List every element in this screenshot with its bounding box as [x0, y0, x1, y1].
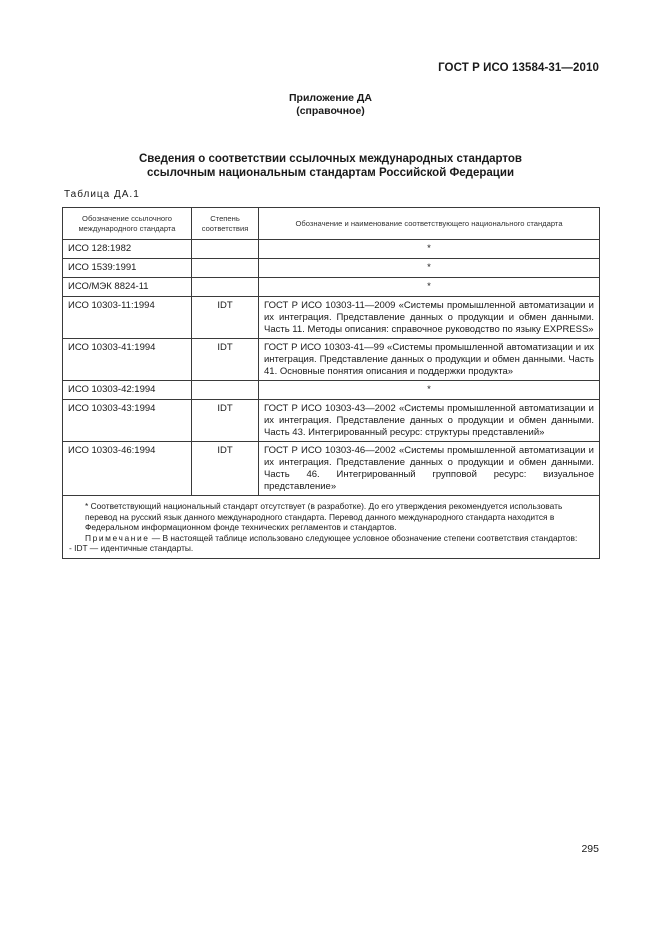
national-standard-cell: *	[259, 278, 600, 297]
ref-standard-cell: ИСО/МЭК 8824-11	[63, 278, 192, 297]
table-row	[63, 297, 600, 339]
section-heading	[0, 152, 661, 180]
column-header-ref: Обозначение ссылочного международного стандарта	[63, 208, 192, 240]
ref-standard-cell: ИСО 10303-46:1994	[63, 442, 192, 496]
table-row	[63, 442, 600, 496]
page-number: 295	[581, 843, 599, 855]
correspondence-table	[62, 207, 600, 559]
national-standard-cell: *	[259, 259, 600, 278]
table-caption: Таблица ДА.1	[64, 189, 140, 200]
degree-cell	[192, 259, 259, 278]
ref-standard-cell: ИСО 10303-43:1994	[63, 400, 192, 442]
note-label: Примечание	[85, 532, 150, 543]
national-standard-cell: *	[259, 381, 600, 400]
note-text: — В настоящей таблице использовано следующее условное обозначение степени соответствия стандартов:	[149, 532, 578, 543]
table-row	[63, 259, 600, 278]
table-notes	[63, 496, 600, 559]
degree-cell: IDT	[192, 297, 259, 339]
idt-definition: - IDT — идентичные стандарты.	[69, 543, 194, 554]
degree-cell: IDT	[192, 400, 259, 442]
national-standard-cell: ГОСТ Р ИСО 10303-43—2002 «Системы промышленной автоматизации и их интеграция. Представление данных о продукции и обмен данными. Часть 43. Интегрированный ресурс: структуры представлений»	[259, 400, 600, 442]
table-row	[63, 381, 600, 400]
degree-cell: IDT	[192, 442, 259, 496]
footnote-text: * Соответствующий национальный стандарт отсутствует (в разработке). До его утверждения рекомендуется использовать перевод на русский язык данного международного стандарта. Перевод данного международного стандарта находится в Федеральном информационном фонде технических регламентов и стандартов.	[85, 501, 563, 533]
table-header-row	[63, 208, 600, 240]
table-notes-row	[63, 496, 600, 559]
ref-standard-cell: ИСО 10303-41:1994	[63, 339, 192, 381]
national-standard-cell: *	[259, 240, 600, 259]
degree-cell	[192, 278, 259, 297]
appendix-subtitle: (справочное)	[296, 105, 365, 117]
national-standard-cell: ГОСТ Р ИСО 10303-46—2002 «Системы промышленной автоматизации и их интеграция. Представление данных о продукции и обмен данными. Часть 46. Интегрированный групповой ресурс: визуальное представление»	[259, 442, 600, 496]
table-row	[63, 278, 600, 297]
table-row	[63, 339, 600, 381]
ref-standard-cell: ИСО 10303-42:1994	[63, 381, 192, 400]
table-row	[63, 240, 600, 259]
appendix-title: Приложение ДА	[289, 92, 372, 104]
national-standard-cell: ГОСТ Р ИСО 10303-41—99 «Системы промышленной автоматизации и их интеграция. Представление данных о продукции и обмен данными. Часть 41. Основные понятия описания и поддержки продукта»	[259, 339, 600, 381]
ref-standard-cell: ИСО 128:1982	[63, 240, 192, 259]
degree-cell: IDT	[192, 339, 259, 381]
appendix-block	[0, 92, 661, 118]
table-row	[63, 400, 600, 442]
heading-line-2: ссылочным национальным стандартам Российской Федерации	[146, 167, 515, 179]
standard-id: ГОСТ Р ИСО 13584-31—2010	[438, 62, 599, 74]
ref-standard-cell: ИСО 10303-11:1994	[63, 297, 192, 339]
heading-line-1: Сведения о соответствии ссылочных международных стандартов	[138, 153, 522, 165]
column-header-national: Обозначение и наименование соответствующего национального стандарта	[259, 208, 600, 240]
national-standard-cell: ГОСТ Р ИСО 10303-11—2009 «Системы промышленной автоматизации и их интеграция. Представление данных о продукции и обмен данными. Часть 11. Методы описания: справочное руководство по языку EXPRESS»	[259, 297, 600, 339]
column-header-degree: Степень соответствия	[192, 208, 259, 240]
ref-standard-cell: ИСО 1539:1991	[63, 259, 192, 278]
note-paragraph	[69, 533, 593, 544]
degree-cell	[192, 240, 259, 259]
degree-cell	[192, 381, 259, 400]
